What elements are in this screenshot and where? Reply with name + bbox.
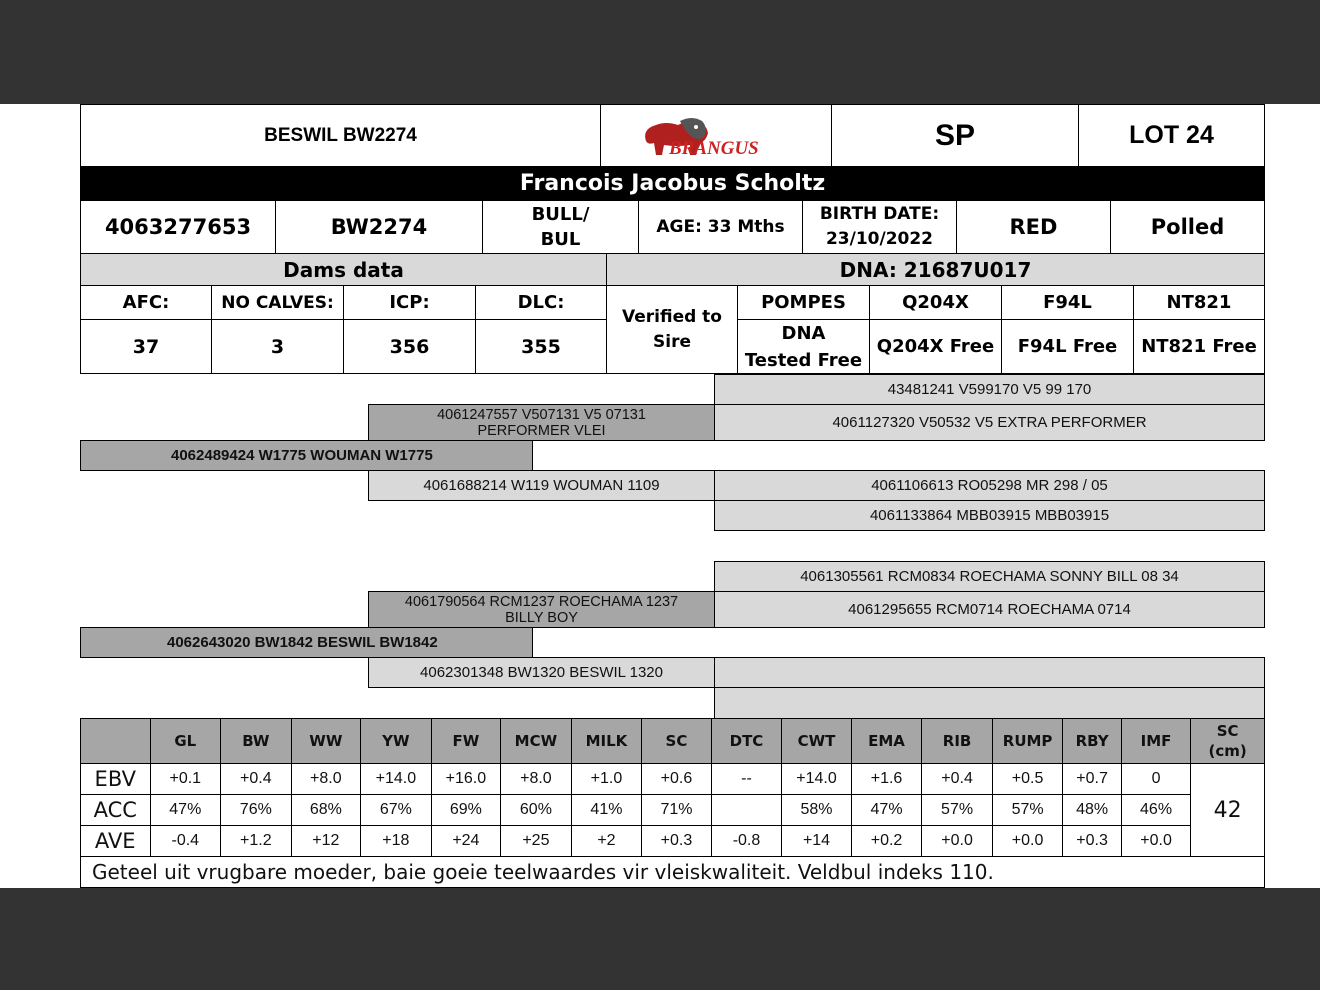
ebv-header: IMF — [1121, 719, 1191, 764]
pedigree-sire-dam: 4061688214 W119 WOUMAN 1109 — [368, 470, 715, 501]
logo-text: BRANGUS — [669, 138, 759, 159]
pedigree-sire-sire-dam: 4061127320 V50532 V5 EXTRA PERFORMER — [714, 404, 1265, 441]
ebv-row — [81, 764, 1265, 795]
ebv-header-sc-cm: SC (cm) — [1191, 719, 1265, 764]
calves-value: 3 — [211, 319, 344, 374]
calves-label: NO CALVES: — [211, 285, 344, 320]
birth-date — [802, 200, 957, 254]
acc-cell — [711, 795, 782, 826]
ebv-header: SC — [642, 719, 712, 764]
ebv-cell: +14.0 — [782, 764, 852, 795]
owner-name: Francois Jacobus Scholtz — [80, 167, 1265, 200]
pedigree-dam-dam-dam — [714, 687, 1265, 719]
lot-number: LOT 24 — [1078, 104, 1265, 167]
ebv-cell: +0.4 — [221, 764, 292, 795]
ave-cell: +0.0 — [992, 826, 1063, 857]
ebv-header: RUMP — [992, 719, 1063, 764]
acc-cell: 76% — [221, 795, 292, 826]
ebv-header-blank — [81, 719, 151, 764]
acc-row — [81, 795, 1265, 826]
pompes-label: POMPES — [737, 285, 870, 320]
ebv-header: WW — [291, 719, 361, 764]
ave-cell: +18 — [361, 826, 432, 857]
acc-cell: 57% — [922, 795, 993, 826]
ebv-cell: +8.0 — [501, 764, 572, 795]
pedigree-sire-sire: 4061247557 V507131 V5 07131 PERFORMER VLEI — [368, 404, 715, 441]
ebv-cell: +0.1 — [150, 764, 221, 795]
remarks: Geteel uit vrugbare moeder, baie goeie teelwaardes vir vleiskwaliteit. Veldbul indeks 110. — [80, 856, 1265, 888]
birth-date-value: 23/10/2022 — [825, 229, 934, 249]
sp-code: SP — [831, 104, 1079, 167]
q204x-result: Q204X Free — [869, 319, 1002, 374]
pedigree-sire-dam-dam: 4061133864 MBB03915 MBB03915 — [714, 500, 1265, 531]
ebv-cell: +0.7 — [1063, 764, 1121, 795]
ebv-header: CWT — [782, 719, 852, 764]
ebv-header: YW — [361, 719, 432, 764]
acc-cell: 47% — [851, 795, 922, 826]
ebv-header: MCW — [501, 719, 572, 764]
dams-data-title: Dams data — [80, 253, 607, 286]
ave-cell: +0.0 — [1121, 826, 1191, 857]
acc-cell: 67% — [361, 795, 432, 826]
ave-cell: +12 — [291, 826, 361, 857]
ebv-cell: +0.6 — [642, 764, 712, 795]
acc-cell: 46% — [1121, 795, 1191, 826]
dlc-label: DLC: — [475, 285, 607, 320]
pompes-result: DNA Tested Free — [737, 319, 870, 374]
sale-catalogue-sheet — [0, 104, 1320, 888]
ave-cell: +0.2 — [851, 826, 922, 857]
nt821-label: NT821 — [1133, 285, 1265, 320]
acc-cell: 69% — [431, 795, 501, 826]
afc-label: AFC: — [80, 285, 212, 320]
acc-cell: 68% — [291, 795, 361, 826]
ebv-header: GL — [150, 719, 221, 764]
ebv-header: FW — [431, 719, 501, 764]
acc-cell: 41% — [571, 795, 642, 826]
ave-cell: -0.8 — [711, 826, 782, 857]
animal-tag: BW2274 — [275, 200, 483, 254]
ave-cell: -0.4 — [150, 826, 221, 857]
dlc-value: 355 — [475, 319, 607, 374]
acc-cell: 60% — [501, 795, 572, 826]
pedigree-sire: 4062489424 W1775 WOUMAN W1775 — [80, 440, 533, 471]
ebv-header: RBY — [1063, 719, 1121, 764]
afc-value: 37 — [80, 319, 212, 374]
ebv-cell: +0.5 — [992, 764, 1063, 795]
pedigree-sire-sire-sire: 43481241 V599170 V5 99 170 — [714, 374, 1265, 405]
ebv-header: DTC — [711, 719, 782, 764]
animal-colour: RED — [956, 200, 1111, 254]
row-label: EBV — [81, 764, 151, 795]
q204x-label: Q204X — [869, 285, 1002, 320]
pedigree-dam-sire: 4061790564 RCM1237 ROECHAMA 1237 BILLY BOY — [368, 591, 715, 628]
ave-cell: +0.3 — [642, 826, 712, 857]
ebv-cell: +8.0 — [291, 764, 361, 795]
pedigree-dam-dam-sire — [714, 657, 1265, 688]
ebv-table — [80, 718, 1265, 857]
acc-cell: 58% — [782, 795, 852, 826]
ebv-header: BW — [221, 719, 292, 764]
pedigree-dam-sire-sire: 4061305561 RCM0834 ROECHAMA SONNY BILL 08 34 — [714, 561, 1265, 592]
ave-row — [81, 826, 1265, 857]
ave-cell: +2 — [571, 826, 642, 857]
ebv-cell: 0 — [1121, 764, 1191, 795]
nt821-result: NT821 Free — [1133, 319, 1265, 374]
ebv-header: EMA — [851, 719, 922, 764]
ave-cell: +0.3 — [1063, 826, 1121, 857]
ebv-header: RIB — [922, 719, 993, 764]
row-label: ACC — [81, 795, 151, 826]
icp-value: 356 — [343, 319, 476, 374]
ebv-header: MILK — [571, 719, 642, 764]
animal-sex: BULL/ BUL — [482, 200, 639, 254]
ebv-header-row — [81, 719, 1265, 764]
icp-label: ICP: — [343, 285, 476, 320]
ebv-cell: +1.6 — [851, 764, 922, 795]
dna-title: DNA: 21687U017 — [606, 253, 1265, 286]
sc-cm-value: 42 — [1191, 764, 1265, 857]
ebv-cell: -- — [711, 764, 782, 795]
pedigree-sire-dam-sire: 4061106613 RO05298 MR 298 / 05 — [714, 470, 1265, 501]
horn-status: Polled — [1110, 200, 1265, 254]
row-label: AVE — [81, 826, 151, 857]
brangus-logo — [600, 104, 832, 167]
acc-cell: 57% — [992, 795, 1063, 826]
ebv-cell: +16.0 — [431, 764, 501, 795]
acc-cell: 48% — [1063, 795, 1121, 826]
pedigree-dam-sire-dam: 4061295655 RCM0714 ROECHAMA 0714 — [714, 591, 1265, 628]
ave-cell: +1.2 — [221, 826, 292, 857]
f94l-label: F94L — [1001, 285, 1134, 320]
pedigree-dam-dam: 4062301348 BW1320 BESWIL 1320 — [368, 657, 715, 688]
acc-cell: 47% — [150, 795, 221, 826]
verified-to-sire: Verified to Sire — [606, 285, 738, 374]
ave-cell: +25 — [501, 826, 572, 857]
ebv-cell: +14.0 — [361, 764, 432, 795]
acc-cell: 71% — [642, 795, 712, 826]
ebv-cell: +1.0 — [571, 764, 642, 795]
animal-name: BESWIL BW2274 — [80, 104, 601, 167]
animal-id: 4063277653 — [80, 200, 276, 254]
pedigree-dam: 4062643020 BW1842 BESWIL BW1842 — [80, 627, 533, 658]
f94l-result: F94L Free — [1001, 319, 1134, 374]
ave-cell: +0.0 — [922, 826, 993, 857]
ave-cell: +14 — [782, 826, 852, 857]
ave-cell: +24 — [431, 826, 501, 857]
animal-age: AGE: 33 Mths — [638, 200, 803, 254]
ebv-cell: +0.4 — [922, 764, 993, 795]
birth-date-label: BIRTH DATE: — [819, 204, 940, 224]
